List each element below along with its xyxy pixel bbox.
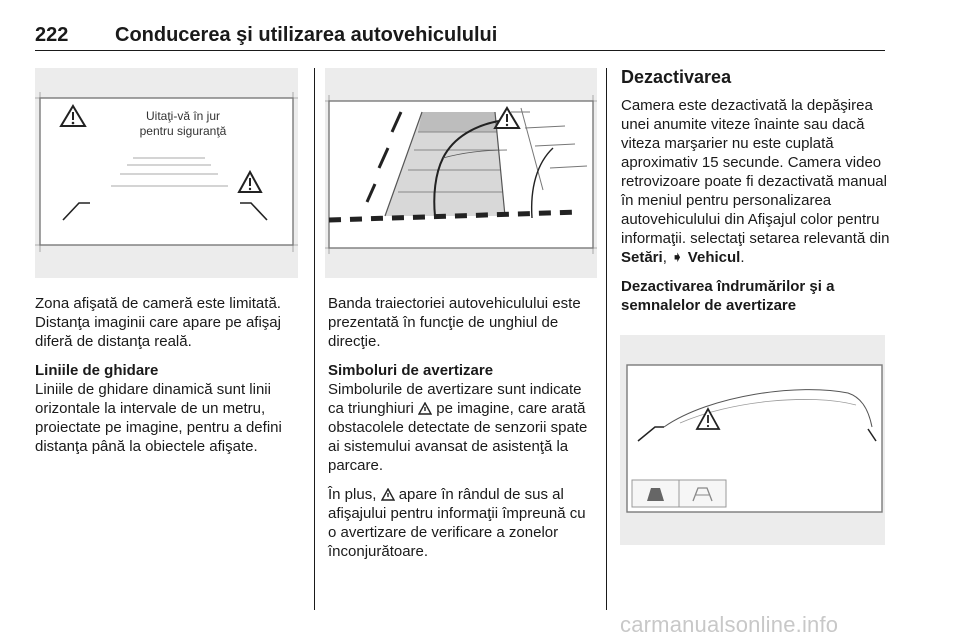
trajectory-paragraph: Banda traiectoriei autovehiculului este prezentată în funcţie de unghiul de direcţie. bbox=[328, 295, 581, 350]
deactivation-body: Camera este dezactivată la depăşirea unei anumite viteze înainte sau dacă viteza marşarier nu este cuplată aproximativ 15 secunde. Camera video retrovizoare poate fi dezactivată manual în meniul pentru personalizarea autovehiculului din Afişajul color pentru informaţii. selectaţi setarea relevantă din bbox=[621, 97, 890, 247]
page-number: 222 bbox=[35, 24, 69, 46]
setari-menu-label: Setări bbox=[621, 249, 663, 266]
column-1-text bbox=[35, 294, 300, 466]
watermark: carmanualsonline.info bbox=[620, 612, 839, 637]
additional-warning-paragraph bbox=[328, 485, 598, 561]
menu-arrow-icon: ➧ bbox=[671, 249, 684, 266]
camera-zone-paragraph: Zona afişată de cameră este limitată. Distanţa imaginii care apare pe afişaj diferă de distanţa reală. bbox=[35, 295, 281, 350]
setari-comma: , bbox=[662, 249, 667, 266]
deactivation-paragraph bbox=[621, 96, 891, 267]
display-indicators-figure bbox=[620, 335, 885, 545]
display-indicators-illustration bbox=[620, 335, 885, 545]
deactivation-title: Dezactivarea bbox=[621, 67, 732, 87]
trajectory-illustration bbox=[325, 68, 597, 278]
warning-text-line1: Uitaţi-vă în jur bbox=[145, 109, 221, 123]
guidance-deactivation-heading-wrap bbox=[621, 277, 891, 315]
additional-warning-b: apare în rândul de sus al afişajului pentru informaţii împreună cu o avertizare de verificare a zonelor înconjurătoare. bbox=[328, 486, 586, 560]
vehicul-menu-label: Vehicul bbox=[687, 249, 741, 266]
column-3-text bbox=[621, 96, 891, 325]
warning-symbols-body-b: pe imagine, care arată obstacolele detectate de senzorii spate ai sistemului avansat de asistenţă la parcare. bbox=[328, 400, 588, 474]
page-title: Conducerea şi utilizarea autovehiculului bbox=[115, 24, 498, 46]
vehicul-period: . bbox=[740, 249, 745, 266]
inline-warning-triangle-icon bbox=[418, 402, 432, 415]
header-rule bbox=[35, 50, 885, 51]
guidelines-body: Liniile de ghidare dinamică sunt linii orizontale la intervale de un metru, proiectate pe imagine, pentru a defini distanţa până la obiectele afişate. bbox=[35, 381, 282, 455]
warning-symbols-paragraph bbox=[328, 361, 598, 475]
camera-display-figure bbox=[35, 68, 298, 278]
guidelines-heading: Liniile de ghidare bbox=[35, 362, 159, 379]
warning-symbols-heading: Simboluri de avertizare bbox=[328, 362, 494, 379]
column-divider-2 bbox=[606, 68, 607, 610]
warning-symbols-body-a: Simbolurile de avertizare sunt indicate ca triunghiuri bbox=[328, 381, 582, 417]
warning-text-line2: pentru siguranţă bbox=[139, 124, 227, 138]
trajectory-figure bbox=[325, 68, 597, 278]
camera-display-illustration bbox=[35, 68, 298, 278]
column-2-text bbox=[328, 294, 598, 571]
inline-warning-triangle-icon-2 bbox=[381, 488, 395, 501]
additional-warning-a: În plus, bbox=[328, 486, 377, 503]
page-header bbox=[35, 24, 885, 52]
guidance-deactivation-heading: Dezactivarea îndrumărilor şi a semnalelor de avertizare bbox=[621, 278, 835, 314]
guidelines-paragraph bbox=[35, 361, 300, 456]
column-divider-1 bbox=[314, 68, 315, 610]
